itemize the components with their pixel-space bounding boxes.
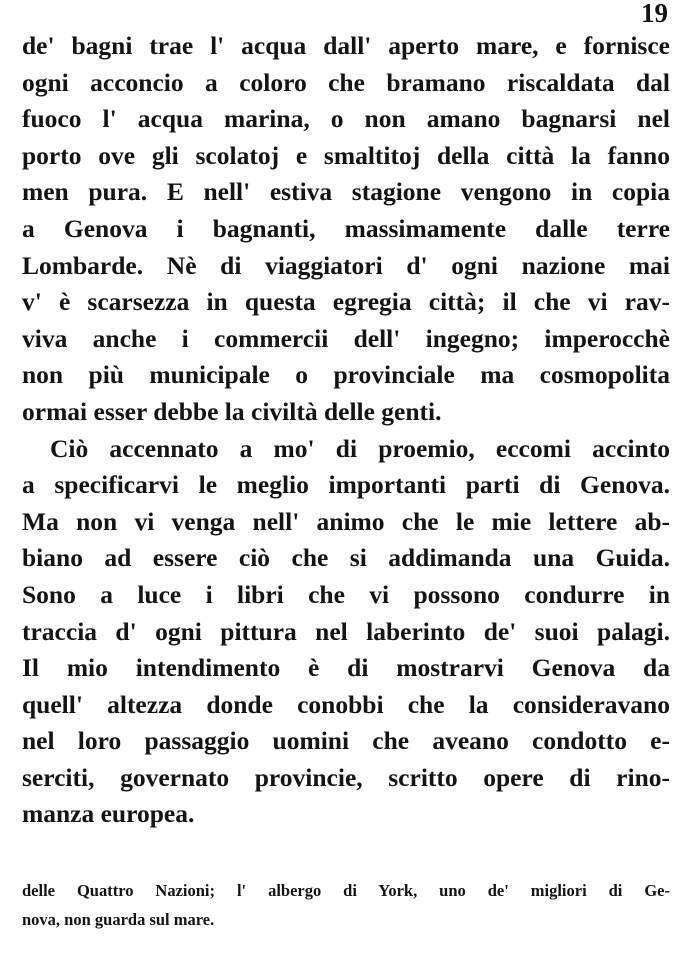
text-line: nel loro passaggio uomini che aveano condotto e- bbox=[22, 726, 670, 756]
text-line: de' bagni trae l' acqua dall' aperto mare, e fornisce bbox=[22, 31, 670, 60]
text-line: Il mio intendimento è di mostrarvi Genova da bbox=[22, 653, 670, 683]
text-line: Ciò accennato a mo' di proemio, eccomi accinto bbox=[50, 433, 670, 463]
text-line: fuoco l' acqua marina, o non amano bagnarsi nel bbox=[22, 104, 670, 134]
text-line: v' è scarsezza in questa egregia città; il che vi rav- bbox=[22, 287, 670, 317]
text-line: viva anche i commercii dell' ingegno; imperocchè bbox=[22, 323, 670, 353]
text-line: ogni acconcio a coloro che bramano riscaldata dal bbox=[22, 67, 670, 97]
text-line: porto ove gli scolatoj e smaltitoj della città la fanno bbox=[22, 140, 670, 170]
text-line: Lombarde. Nè di viaggiatori d' ogni nazione mai bbox=[22, 250, 670, 280]
text-line: quell' altezza donde conobbi che la consideravano bbox=[22, 689, 670, 719]
text-line: Sono a luce i libri che vi possono condurre in bbox=[22, 579, 670, 609]
footnote-line: delle Quattro Nazioni; l' albergo di York, uno de' migliori di Ge- bbox=[22, 881, 670, 900]
text-line: manza europea. bbox=[22, 799, 195, 829]
text-line: ormai esser debbe la civiltà delle genti. bbox=[22, 396, 442, 426]
text-line: traccia d' ogni pittura nel laberinto de' suoi palagi. bbox=[22, 616, 670, 646]
text-line: a specificarvi le meglio importanti parti di Genova. bbox=[22, 470, 670, 500]
text-line: biano ad essere ciò che si addimanda una Guida. bbox=[22, 543, 670, 573]
body-text bbox=[22, 28, 670, 833]
page-number: 19 bbox=[641, 0, 668, 28]
footnote-line: nova, non guarda sul mare. bbox=[22, 910, 215, 929]
text-line: a Genova i bagnanti, massimamente dalle terre bbox=[22, 213, 670, 243]
text-line: non più municipale o provinciale ma cosmopolita bbox=[22, 360, 670, 390]
text-line: serciti, governato provincie, scritto opere di rino- bbox=[22, 762, 670, 792]
footnote bbox=[22, 876, 670, 934]
text-line: men pura. E nell' estiva stagione vengono in copia bbox=[22, 177, 670, 207]
text-line: Ma non vi venga nell' animo che le mie lettere ab- bbox=[22, 506, 670, 536]
